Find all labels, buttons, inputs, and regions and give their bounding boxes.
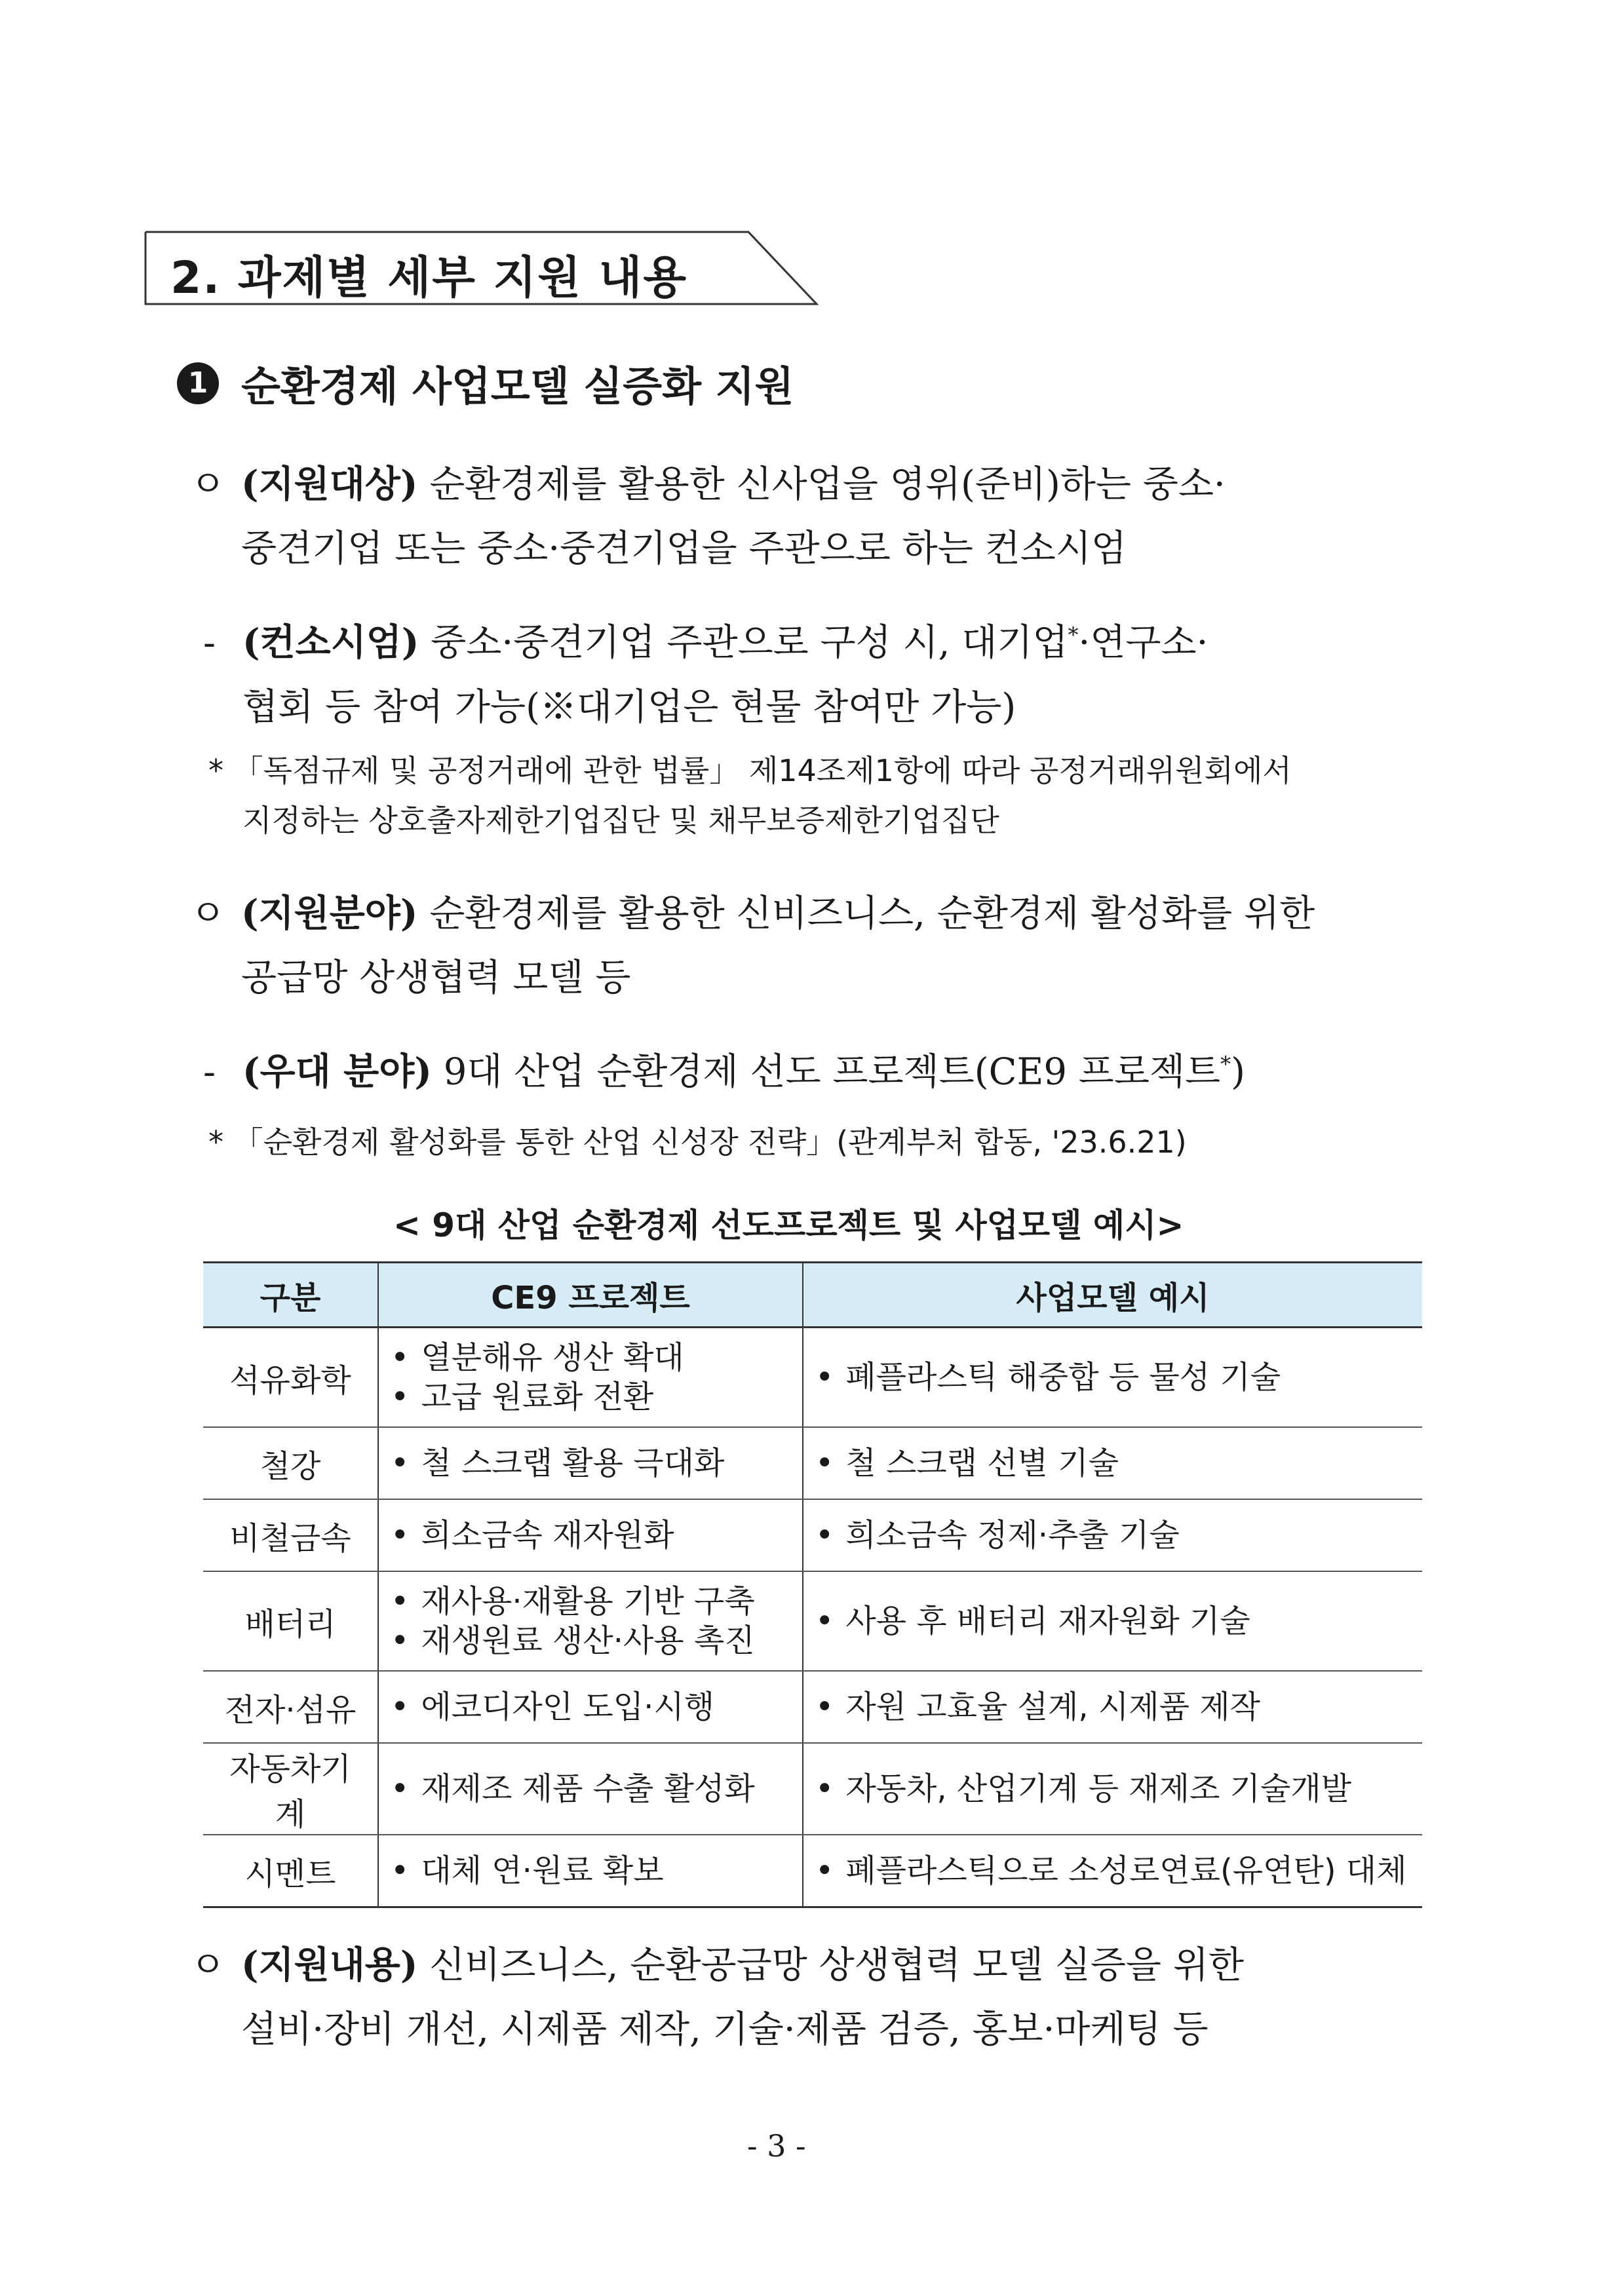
header-category: 구분	[203, 1263, 378, 1328]
cell-ce9-item: • 재제조 제품 수출 활성화	[391, 1769, 790, 1808]
section-title: 2. 과제별 세부 지원 내용	[170, 252, 688, 304]
support-target-paragraph	[190, 452, 1435, 581]
cell-ce9	[378, 1427, 803, 1499]
table-row	[203, 1427, 1422, 1499]
cell-model-item: • 사용 후 배터리 재자원화 기술	[815, 1601, 1410, 1641]
cell-ce9-item: • 에코디자인 도입·시행	[391, 1687, 790, 1727]
cell-model-item: • 철 스크랩 선별 기술	[815, 1444, 1410, 1483]
cell-model-item: • 폐플라스틱으로 소성로연료(유연탄) 대체	[815, 1851, 1410, 1890]
cell-ce9-item: • 대체 연·원료 확보	[391, 1851, 790, 1890]
cell-model	[803, 1671, 1422, 1743]
cell-ce9	[378, 1835, 803, 1907]
support-field-line1: 순환경제를 활용한 신비즈니스, 순환경제 활성화를 위한	[429, 892, 1315, 935]
subsection-heading	[177, 354, 794, 412]
consortium-label: (컨소시엄)	[242, 621, 419, 664]
cell-ce9	[378, 1571, 803, 1671]
cell-ce9-item: • 고급 원료화 전환	[391, 1377, 790, 1417]
cell-model-item: • 희소금속 정제·추출 기술	[815, 1516, 1410, 1555]
circle-bullet: ㅇ	[190, 463, 226, 506]
table-row	[203, 1499, 1422, 1571]
preferred-field-close: )	[1231, 1050, 1246, 1094]
cell-model	[803, 1835, 1422, 1907]
table-row	[203, 1571, 1422, 1671]
footnote-1-line2: 지정하는 상호출자제한기업집단 및 채무보증제한기업집단	[242, 803, 999, 838]
footnote-1	[208, 746, 1440, 845]
circle-bullet: ㅇ	[190, 1944, 226, 1987]
header-ce9: CE9 프로젝트	[378, 1263, 803, 1328]
page-number: - 3 -	[747, 2128, 806, 2164]
cell-model	[803, 1743, 1422, 1835]
table-header-row	[203, 1263, 1422, 1328]
table-row	[203, 1835, 1422, 1907]
support-field-paragraph	[190, 881, 1435, 1010]
cell-ce9-item: • 열분해유 생산 확대	[391, 1338, 790, 1377]
cell-ce9	[378, 1328, 803, 1428]
cell-model-item: • 자원 고효율 설계, 시제품 제작	[815, 1687, 1410, 1727]
cell-ce9	[378, 1499, 803, 1571]
support-content-label: (지원내용)	[241, 1943, 418, 1987]
support-field-line2: 공급망 상생협력 모델 등	[241, 957, 631, 999]
dash-bullet: -	[203, 621, 216, 664]
cell-category: 시멘트	[203, 1835, 378, 1907]
header-model: 사업모델 예시	[803, 1263, 1422, 1328]
cell-ce9	[378, 1671, 803, 1743]
circle-bullet: ㅇ	[190, 892, 226, 935]
cell-category: 자동차기계	[203, 1743, 378, 1835]
table-row	[203, 1328, 1422, 1428]
table-row	[203, 1671, 1422, 1743]
footnote-2: * 「순환경제 활성화를 통한 산업 신성장 전략」(관계부처 합동, '23.6.21)	[208, 1124, 1187, 1160]
cell-ce9-item: • 재사용·재활용 기반 구축	[391, 1582, 790, 1621]
cell-model	[803, 1328, 1422, 1428]
footnote-star: *	[1068, 622, 1079, 647]
consortium-line1b: ·연구소·	[1078, 621, 1208, 664]
cell-ce9-item: • 재생원료 생산·사용 촉진	[391, 1621, 790, 1660]
preferred-field-label: (우대 분야)	[242, 1050, 432, 1094]
footnote-star: *	[1220, 1052, 1231, 1077]
number-badge: 1	[177, 362, 219, 404]
cell-model	[803, 1499, 1422, 1571]
consortium-line1: 중소·중견기업 주관으로 구성 시, 대기업	[431, 621, 1068, 664]
cell-model	[803, 1571, 1422, 1671]
cell-category: 비철금속	[203, 1499, 378, 1571]
cell-ce9	[378, 1743, 803, 1835]
support-content-line1: 신비즈니스, 순환공급망 상생협력 모델 실증을 위한	[429, 1944, 1245, 1987]
subsection-title: 순환경제 사업모델 실증화 지원	[241, 362, 794, 410]
support-target-line1: 순환경제를 활용한 신사업을 영위(준비)하는 중소·	[429, 463, 1226, 506]
preferred-field-paragraph	[203, 1032, 1435, 1105]
cell-ce9-item: • 철 스크랩 활용 극대화	[391, 1444, 790, 1483]
cell-category: 철강	[203, 1427, 378, 1499]
support-target-label: (지원대상)	[241, 463, 418, 506]
cell-model-item: • 자동차, 산업기계 등 재제조 기술개발	[815, 1769, 1410, 1808]
dash-bullet: -	[203, 1050, 216, 1094]
ce9-table	[203, 1261, 1422, 1908]
cell-category: 전자·섬유	[203, 1671, 378, 1743]
consortium-line2: 협회 등 참여 가능(※대기업은 현물 참여만 가능)	[242, 685, 1016, 729]
cell-ce9-item: • 희소금속 재자원화	[391, 1516, 790, 1555]
table-caption: < 9대 산업 순환경제 선도프로젝트 및 사업모델 예시>	[393, 1206, 1184, 1244]
table-row	[203, 1743, 1422, 1835]
cell-category: 배터리	[203, 1571, 378, 1671]
footnote-1-line1: * 「독점규제 및 공정거래에 관한 법률」 제14조제1항에 따라 공정거래위원회에서	[208, 753, 1292, 788]
cell-category: 석유화학	[203, 1328, 378, 1428]
support-content-paragraph	[190, 1933, 1435, 2062]
section-heading	[144, 231, 819, 307]
support-target-line2: 중견기업 또는 중소·중견기업을 주관으로 하는 컨소시엄	[241, 527, 1127, 570]
cell-model-item: • 폐플라스틱 해중합 등 물성 기술	[815, 1358, 1410, 1397]
cell-model	[803, 1427, 1422, 1499]
consortium-paragraph	[203, 603, 1435, 740]
support-content-line2: 설비·장비 개선, 시제품 제작, 기술·제품 검증, 홍보·마케팅 등	[241, 2008, 1208, 2051]
support-field-label: (지원분야)	[241, 892, 418, 935]
preferred-field-text: 9대 산업 순환경제 선도 프로젝트(CE9 프로젝트	[443, 1050, 1221, 1094]
